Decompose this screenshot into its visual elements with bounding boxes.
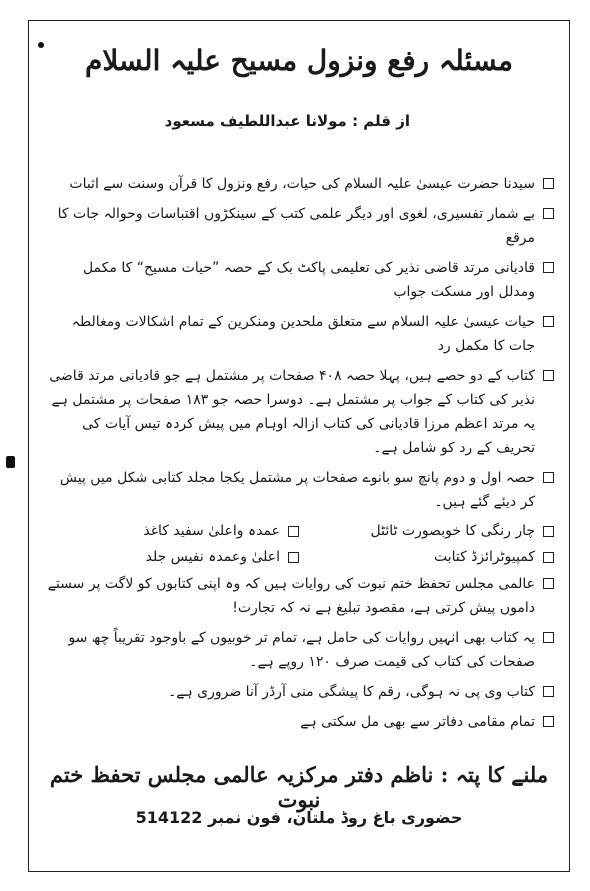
footer-address: ملنے کا پتہ : ناظم دفتر مرکزیہ عالمی مجلس تحفظ ختم نبوت (49, 762, 549, 812)
feature-cell (44, 520, 299, 542)
checkbox-icon (543, 178, 554, 189)
footer-contact: حضوری باغ روڈ ملتان، فون نمبر 514122 (135, 808, 463, 827)
ink-mark (6, 456, 15, 468)
feature-cell (44, 546, 299, 568)
checkbox-icon (543, 370, 554, 381)
checkbox-icon (543, 262, 554, 273)
list-item-text: سیدنا حضرت عیسیٰ علیہ السلام کی حیات، رفع ونزول کا قرآن وسنت سے اثبات (69, 176, 535, 192)
list-item-text: تمام مقامی دفاتر سے بھی مل سکتی ہے (300, 714, 535, 730)
checkbox-icon (543, 208, 554, 219)
list-item (44, 364, 554, 460)
list-item (44, 710, 554, 734)
feature-row (44, 520, 554, 542)
list-item-text: کتاب کے دو حصے ہیں، پہلا حصہ ۴۰۸ صفحات پر مشتمل ہے جو قادیانی مرتد قاضی نذیر کی کتاب کے جواب پر مشتمل ہے۔ دوسرا حصہ جو ۱۸۳ صفحات پر مشتمل ہے یہ مرتد اعظم مرزا قادیانی کی کتاب ازالہ اوہام میں پیش کردہ تیس آیات کی تحریف کے رد کو شامل ہے۔ (49, 368, 535, 456)
checkbox-icon (288, 526, 299, 537)
checkbox-icon (543, 552, 554, 563)
author-line: از قلم : مولانا عبداللطیف مسعود (164, 112, 410, 130)
list-item-text: بے شمار تفسیری، لغوی اور دیگر علمی کتب کے سینکڑوں اقتباسات وحوالہ جات کا مرقع (57, 206, 535, 246)
checkbox-icon (543, 632, 554, 643)
checkbox-icon (543, 716, 554, 727)
feature-text: عمدہ واعلیٰ سفید کاغذ (143, 523, 280, 539)
feature-text: کمپیوٹرائزڈ کتابت (433, 549, 535, 565)
list-item (44, 680, 554, 704)
feature-list (44, 172, 554, 740)
list-item-text: حصہ اول و دوم پانچ سو بانوے صفحات پر مشتمل یکجا مجلد کتابی شکل میں پیش کر دیئے گئے ہیں۔ (59, 470, 535, 510)
checkbox-icon (543, 686, 554, 697)
checkbox-icon (543, 472, 554, 483)
checkbox-icon (543, 526, 554, 537)
list-item-text: قادیانی مرتد قاضی نذیر کی تعلیمی پاکٹ بک کے حصہ ”حیات مسیح“ کا مکمل ومدلل اور مسکت جواب (82, 260, 535, 300)
feature-cell (299, 546, 554, 568)
feature-text: چار رنگی کا خوبصورت ٹائٹل (370, 523, 535, 539)
list-item-text: حیات عیسیٰ علیہ السلام سے متعلق ملحدین ومنکرین کے تمام اشکالات ومغالطہ جات کا مکمل رد (71, 314, 535, 354)
feature-row (44, 546, 554, 568)
list-item (44, 626, 554, 674)
checkbox-icon (288, 552, 299, 563)
page-title: مسئلہ رفع ونزول مسیح علیہ السلام (85, 44, 513, 77)
list-item-text: یہ کتاب بھی انہیں روایات کی حامل ہے، تمام تر خوبیوں کے باوجود تقریباً چھ سو صفحات کی کتاب کی قیمت صرف ۱۲۰ روپے ہے۔ (68, 630, 535, 670)
list-item (44, 310, 554, 358)
list-item (44, 466, 554, 514)
list-item (44, 256, 554, 304)
checkbox-icon (543, 578, 554, 589)
list-item-text: کتاب وی پی نہ ہوگی، رقم کا پیشگی منی آرڈر آنا ضروری ہے۔ (168, 684, 535, 700)
checkbox-icon (543, 316, 554, 327)
list-item (44, 572, 554, 620)
feature-text: اعلیٰ وعمدہ نفیس جلد (145, 549, 280, 565)
list-item (44, 172, 554, 196)
list-item (44, 202, 554, 250)
list-item-text: عالمی مجلس تحفظ ختم نبوت کی روایات ہیں کہ وہ اپنی کتابوں کو لاگت پر سستے داموں پیش کرتی ہے، مقصود تبلیغ ہے نہ کہ تجارت! (47, 576, 535, 616)
feature-cell (299, 520, 554, 542)
